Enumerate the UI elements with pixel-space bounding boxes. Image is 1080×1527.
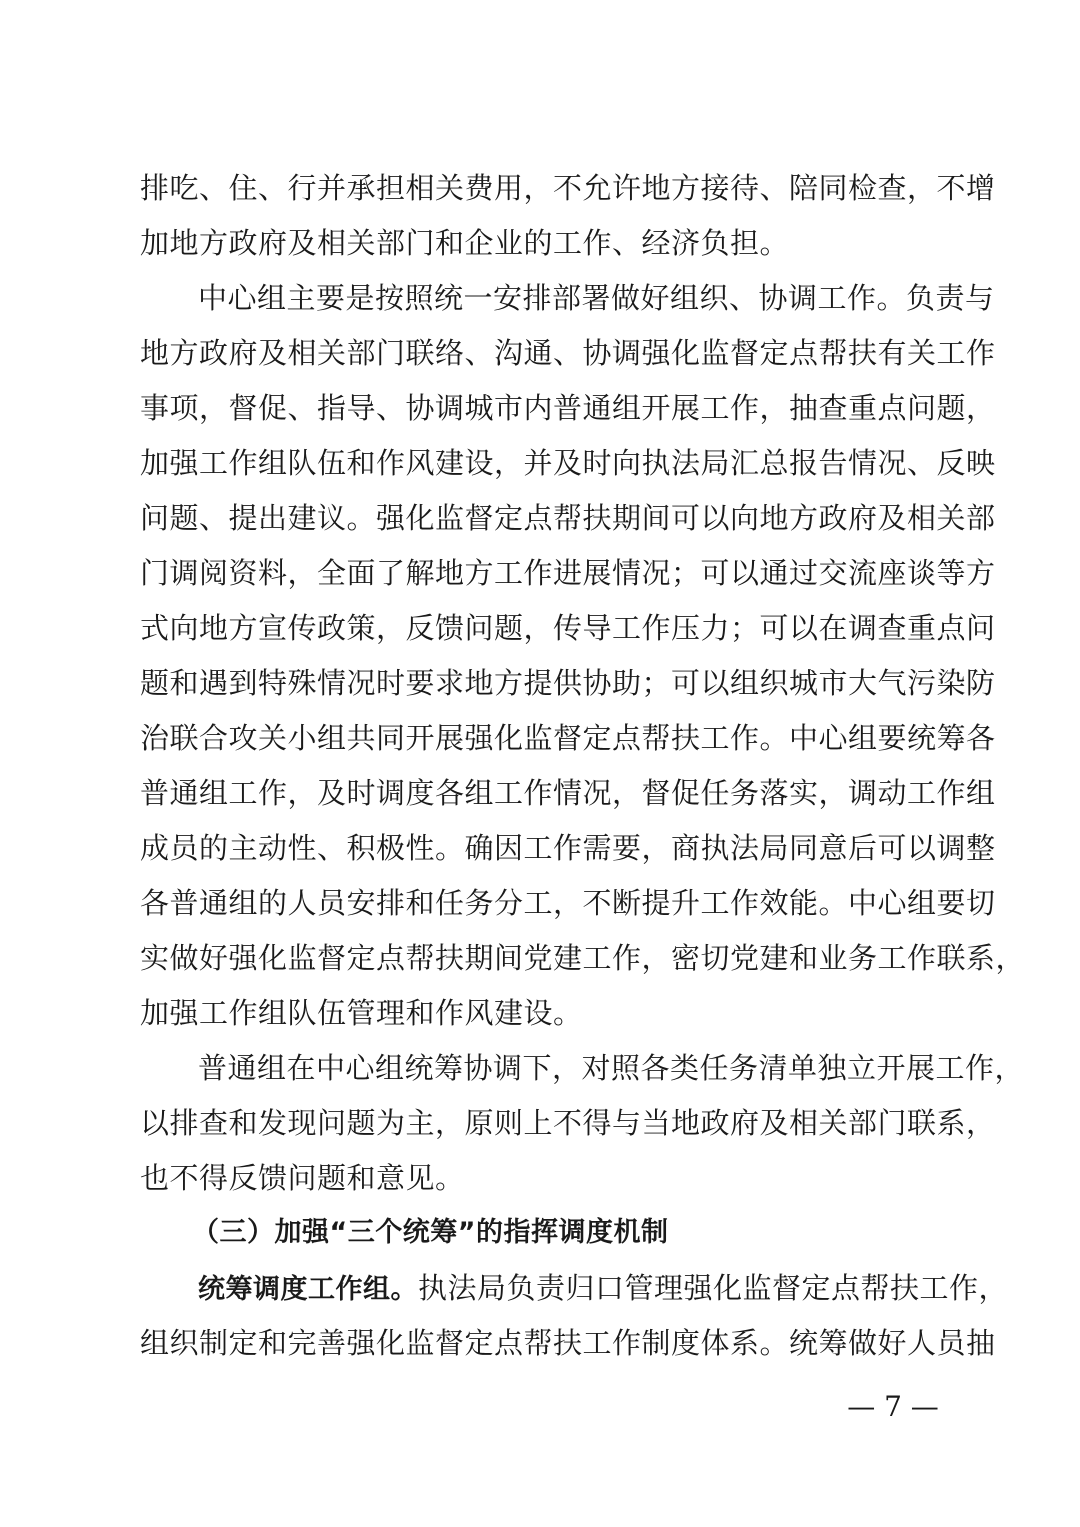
- body-line: 实做好强化监督定点帮扶期间党建工作，密切党建和业务工作联系，: [140, 941, 1026, 975]
- body-line: 也不得反馈问题和意见。: [140, 1161, 465, 1195]
- body-line: 地方政府及相关部门联络、沟通、协调强化监督定点帮扶有关工作: [140, 336, 996, 370]
- body-line: 组织制定和完善强化监督定点帮扶工作制度体系。统筹做好人员抽: [140, 1326, 996, 1360]
- body-line: 排吃、住、行并承担相关费用，不允许地方接待、陪同检查，不增: [140, 171, 996, 205]
- body-line: 门调阅资料，全面了解地方工作进展情况；可以通过交流座谈等方: [140, 556, 996, 590]
- body-line: 事项，督促、指导、协调城市内普通组开展工作，抽查重点问题，: [140, 391, 996, 425]
- paragraph-start-line: 中心组主要是按照统一安排部署做好组织、协调工作。负责与: [198, 281, 995, 315]
- body-line: 成员的主动性、积极性。确因工作需要，商执法局同意后可以调整: [140, 831, 996, 865]
- paragraph-start-line: 普通组在中心组统筹协调下，对照各类任务清单独立开展工作，: [198, 1051, 1025, 1085]
- body-line: 题和遇到特殊情况时要求地方提供协助；可以组织城市大气污染防: [140, 666, 996, 700]
- body-line: 问题、提出建议。强化监督定点帮扶期间可以向地方政府及相关部: [140, 501, 996, 535]
- body-line: 加强工作组队伍和作风建设，并及时向执法局汇总报告情况、反映: [140, 446, 996, 480]
- section-heading: （三）加强“三个统筹”的指挥调度机制: [192, 1217, 669, 1248]
- lead-line-text: 执法局负责归口管理强化监督定点帮扶工作，: [418, 1271, 1009, 1305]
- bold-lead-in: 统筹调度工作组。: [198, 1274, 418, 1305]
- body-line: 普通组工作，及时调度各组工作情况，督促任务落实，调动工作组: [140, 776, 996, 810]
- paragraph-start-line: [198, 1268, 1009, 1308]
- body-line: 各普通组的人员安排和任务分工，不断提升工作效能。中心组要切: [140, 886, 996, 920]
- body-line: 式向地方宣传政策，反馈问题，传导工作压力；可以在调查重点问: [140, 611, 996, 645]
- body-line: 以排查和发现问题为主，原则上不得与当地政府及相关部门联系，: [140, 1106, 996, 1140]
- body-line: 加地方政府及相关部门和企业的工作、经济负担。: [140, 226, 790, 260]
- page-number: — 7 —: [847, 1390, 939, 1423]
- body-line: 治联合攻关小组共同开展强化监督定点帮扶工作。中心组要统筹各: [140, 721, 996, 755]
- body-line: 加强工作组队伍管理和作风建设。: [140, 996, 583, 1030]
